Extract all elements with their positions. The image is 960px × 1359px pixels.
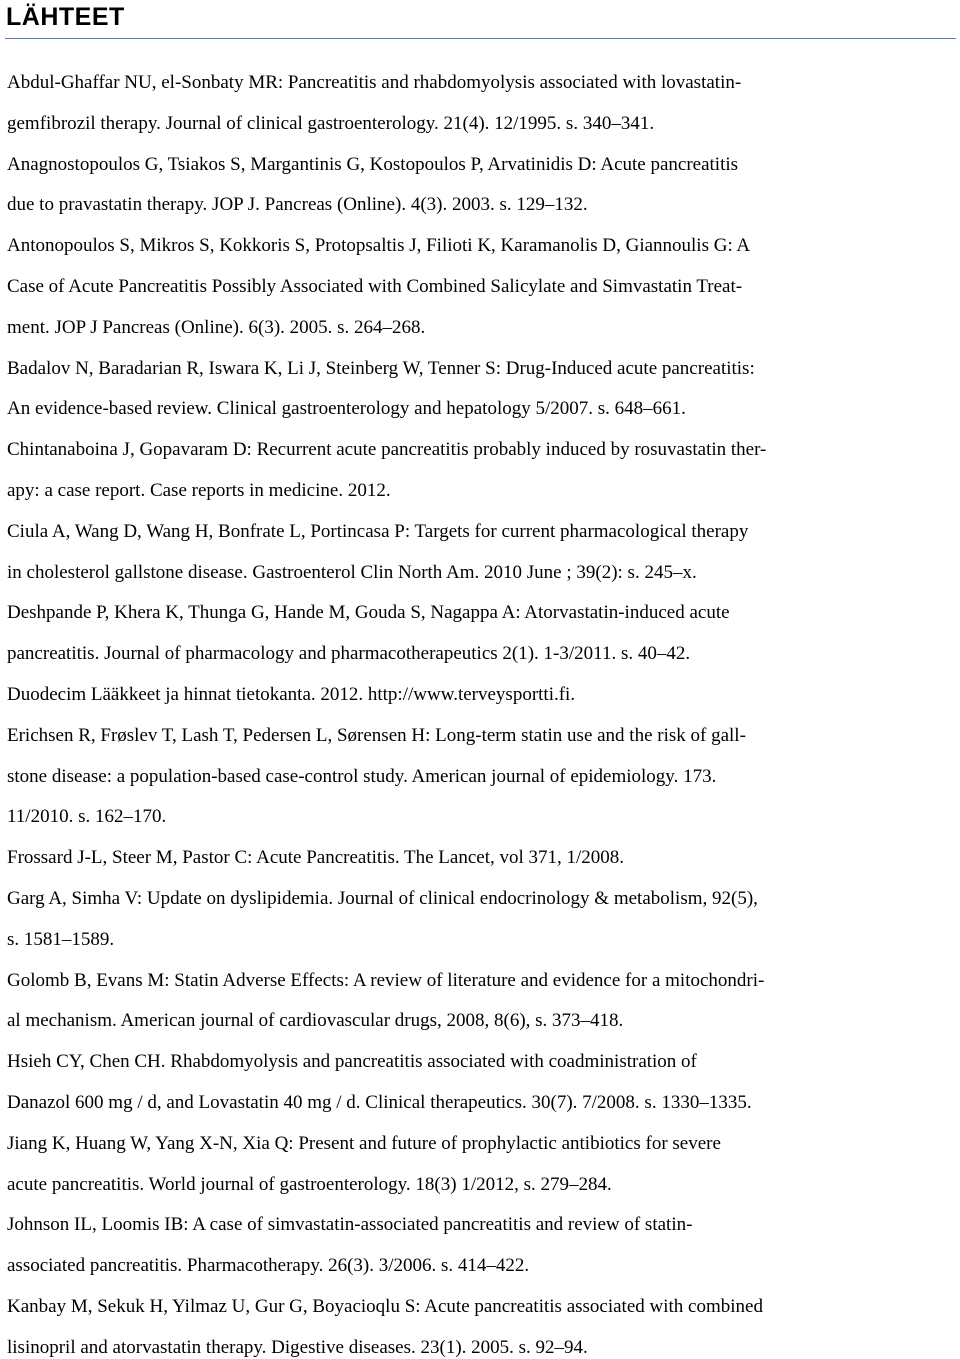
page-title: LÄHTEET [6, 3, 125, 31]
reference-line: Golomb B, Evans M: Statin Adverse Effects: A review of literature and evidence for a mitochondri- [7, 969, 765, 991]
reference-entry [7, 1287, 952, 1359]
reference-entry [7, 961, 952, 1043]
reference-line: ment. JOP J Pancreas (Online). 6(3). 2005. s. 264–268. [7, 316, 426, 338]
reference-line: stone disease: a population-based case-control study. American journal of epidemiology. 173. [7, 765, 717, 787]
reference-line: gemfibrozil therapy. Journal of clinical gastroenterology. 21(4). 12/1995. s. 340–341. [7, 112, 655, 134]
reference-entry [7, 1124, 952, 1206]
reference-line: 11/2010. s. 162–170. [7, 806, 167, 828]
reference-line: An evidence-based review. Clinical gastroenterology and hepatology 5/2007. s. 648–661. [7, 398, 686, 420]
reference-entry [7, 430, 952, 512]
reference-line: s. 1581–1589. [7, 928, 115, 950]
reference-line: in cholesterol gallstone disease. Gastroenterol Clin North Am. 2010 June ; 39(2): s. 245–x. [7, 561, 697, 583]
reference-line: due to pravastatin therapy. JOP J. Pancreas (Online). 4(3). 2003. s. 129–132. [7, 194, 588, 216]
reference-line: lisinopril and atorvastatin therapy. Digestive diseases. 23(1). 2005. s. 92–94. [7, 1336, 588, 1358]
title-underline [5, 38, 956, 39]
reference-line: al mechanism. American journal of cardiovascular drugs, 2008, 8(6), s. 373–418. [7, 1010, 624, 1032]
reference-list [7, 63, 952, 1359]
reference-entry [7, 838, 952, 879]
reference-line: Deshpande P, Khera K, Thunga G, Hande M, Gouda S, Nagappa A: Atorvastatin-induced acute [7, 602, 730, 624]
reference-entry [7, 1205, 952, 1287]
reference-line: apy: a case report. Case reports in medicine. 2012. [7, 479, 391, 501]
reference-line: Frossard J-L, Steer M, Pastor C: Acute Pancreatitis. The Lancet, vol 371, 1/2008. [7, 847, 625, 869]
reference-line: Jiang K, Huang W, Yang X-N, Xia Q: Present and future of prophylactic antibiotics for severe [7, 1132, 721, 1154]
reference-line: Case of Acute Pancreatitis Possibly Associated with Combined Salicylate and Simvastatin Treat- [7, 275, 743, 297]
reference-line: Garg A, Simha V: Update on dyslipidemia. Journal of clinical endocrinology & metabolism, 92(5), [7, 887, 758, 909]
reference-line: Danazol 600 mg / d, and Lovastatin 40 mg / d. Clinical therapeutics. 30(7). 7/2008. s. 1330–1335. [7, 1091, 752, 1113]
reference-line: Hsieh CY, Chen CH. Rhabdomyolysis and pancreatitis associated with coadministration of [7, 1051, 697, 1073]
reference-line: Duodecim Lääkkeet ja hinnat tietokanta. 2012. http://www.terveysportti.fi. [7, 683, 576, 705]
reference-line: Erichsen R, Frøslev T, Lash T, Pedersen L, Sørensen H: Long-term statin use and the risk of gall- [7, 724, 746, 746]
reference-line: Abdul-Ghaffar NU, el-Sonbaty MR: Pancreatitis and rhabdomyolysis associated with lovastatin- [7, 72, 742, 93]
reference-entry [7, 593, 952, 675]
reference-entry [7, 145, 952, 227]
reference-line: Badalov N, Baradarian R, Iswara K, Li J, Steinberg W, Tenner S: Drug-Induced acute pancreatitis: [7, 357, 755, 379]
reference-line: pancreatitis. Journal of pharmacology and pharmacotherapeutics 2(1). 1-3/2011. s. 40–42. [7, 643, 691, 665]
reference-entry [7, 63, 952, 145]
reference-entry [7, 226, 952, 348]
reference-line: Ciula A, Wang D, Wang H, Bonfrate L, Portincasa P: Targets for current pharmacological therapy [7, 520, 749, 542]
reference-entry [7, 1042, 952, 1124]
reference-entry [7, 349, 952, 431]
reference-line: Johnson IL, Loomis IB: A case of simvastatin-associated pancreatitis and review of statin- [7, 1214, 693, 1236]
reference-line: associated pancreatitis. Pharmacotherapy. 26(3). 3/2006. s. 414–422. [7, 1255, 530, 1277]
reference-line: Kanbay M, Sekuk H, Yilmaz U, Gur G, Boyacioqlu S: Acute pancreatitis associated with combined [7, 1295, 763, 1317]
reference-entry [7, 716, 952, 838]
reference-line: Chintanaboina J, Gopavaram D: Recurrent acute pancreatitis probably induced by rosuvastatin ther- [7, 439, 767, 461]
reference-line: Anagnostopoulos G, Tsiakos S, Margantinis G, Kostopoulos P, Arvatinidis D: Acute pancreatitis [7, 153, 739, 175]
reference-entry [7, 879, 952, 961]
reference-line: acute pancreatitis. World journal of gastroenterology. 18(3) 1/2012, s. 279–284. [7, 1173, 612, 1195]
reference-entry [7, 675, 952, 716]
reference-entry [7, 512, 952, 594]
reference-line: Antonopoulos S, Mikros S, Kokkoris S, Protopsaltis J, Filioti K, Karamanolis D, Giannoulis G: A [7, 235, 751, 257]
